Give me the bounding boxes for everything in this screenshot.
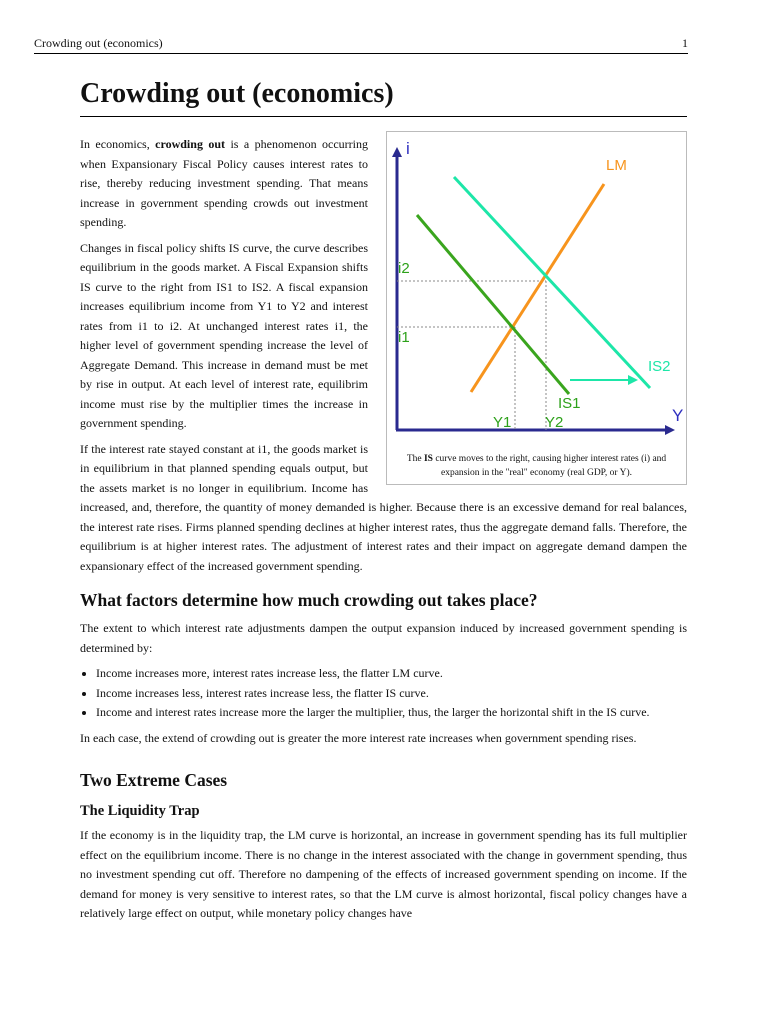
intro-paragraph-3: If the interest rate stayed constant at i1, the goods market is in equilibrium in that planned spending equals output, but the assets market is no longer in equilibrium. Income has increased, and, therefore, the quantity of money demanded is higher. Because there is an excessive demand for real balances, the interest rate rises. Firms planned spending declines at higher interest rates, thus the aggregate demand falls. Therefore, the equilibrium is at higher interest rates. The adjustment of interest rates and their impact on aggregate demand dampen the expansionary effect of the increased government spending. bbox=[80, 441, 687, 573]
running-header bbox=[34, 36, 688, 54]
list-item: • Income and interest rates increase more the larger the multiplier, thus, the larger the horizontal shift in the IS curve. bbox=[96, 703, 687, 723]
list-item: • Income increases more, interest rates increase less, the flatter LM curve. bbox=[96, 664, 687, 684]
list-item: • Income increases less, interest rates increase less, the flatter IS curve. bbox=[96, 684, 687, 704]
liquidity-trap-paragraph: If the economy is in the liquidity trap, the LM curve is horizontal, an increase in government spending has its full multiplier effect on the equilibrium income. There is no change in the interest associated with the change in government spending, thus no investment spending cut off. Therefore no dampening of the effects of increased government spending on income. If the demand for money is very sensitive to interest rates, so that the LM curve is almost horizontal, fiscal policy changes have a relatively large effect on output, while monetary policy changes have bbox=[80, 828, 687, 920]
is-lm-diagram bbox=[387, 132, 686, 452]
section1-intro: The extent to which interest rate adjustments dampen the output expansion induced by increased government spending is determined by: bbox=[80, 621, 687, 655]
caption-post: curve moves to the right, causing higher interest rates (i) and expansion in the "real" economy (real GDP, or Y). bbox=[432, 454, 667, 478]
i2-label: i2 bbox=[398, 260, 410, 277]
caption-bold: IS bbox=[423, 454, 433, 464]
page-title: Crowding out (economics) bbox=[80, 78, 687, 117]
section-heading-factors: What factors determine how much crowding out takes place? bbox=[80, 590, 538, 610]
y1-label: Y1 bbox=[493, 414, 512, 431]
x-axis-label: Y bbox=[672, 406, 684, 425]
intro-paragraph-2: Changes in fiscal policy shifts IS curve, the curve describes equilibrium in the goods market. A Fiscal Expansion shifts IS curve to the right from IS1 to IS2. A fiscal expansion increases equilibrium income from Y1 to Y2 and interest rates from i1 to i2. At unchanged interest rates i1, the higher level of government spending increase the level of Aggregate Demand. This increase in demand must be met by rise in output. At each level of interest rate, equilibrim income must rise by the multiplier times the increase in government spending. bbox=[80, 240, 368, 430]
intro-p1-pre: In economics, bbox=[80, 137, 156, 151]
figure-caption bbox=[395, 452, 678, 480]
is2-curve bbox=[454, 177, 650, 388]
caption-pre: The bbox=[406, 454, 424, 464]
subsection-heading-liquidity: The Liquidity Trap bbox=[80, 803, 200, 819]
running-title: Crowding out (economics) bbox=[34, 36, 163, 50]
i1-label: i1 bbox=[398, 329, 410, 346]
y-axis-label: i bbox=[406, 139, 410, 158]
factors-list bbox=[80, 664, 687, 723]
is-lm-figure bbox=[386, 131, 687, 485]
lm-label: LM bbox=[606, 157, 627, 174]
intro-p1-bold: crowding out bbox=[155, 137, 226, 151]
page-number: 1 bbox=[682, 36, 688, 50]
article-body bbox=[80, 78, 687, 930]
section1-closing: In each case, the extend of crowding out is greater the more interest rate increases when government spending rises. bbox=[80, 730, 637, 745]
intro-p1-post: is a phenomenon occurring when Expansionary Fiscal Policy causes interest rates to rise, thereby reducing investment spending. That means increase in government spending crowds out investment spending. bbox=[80, 137, 369, 229]
is2-label: IS2 bbox=[648, 358, 671, 375]
is1-label: IS1 bbox=[558, 395, 581, 412]
section-heading-extreme: Two Extreme Cases bbox=[80, 770, 228, 790]
is1-curve bbox=[417, 215, 569, 394]
y2-label: Y2 bbox=[545, 414, 564, 431]
